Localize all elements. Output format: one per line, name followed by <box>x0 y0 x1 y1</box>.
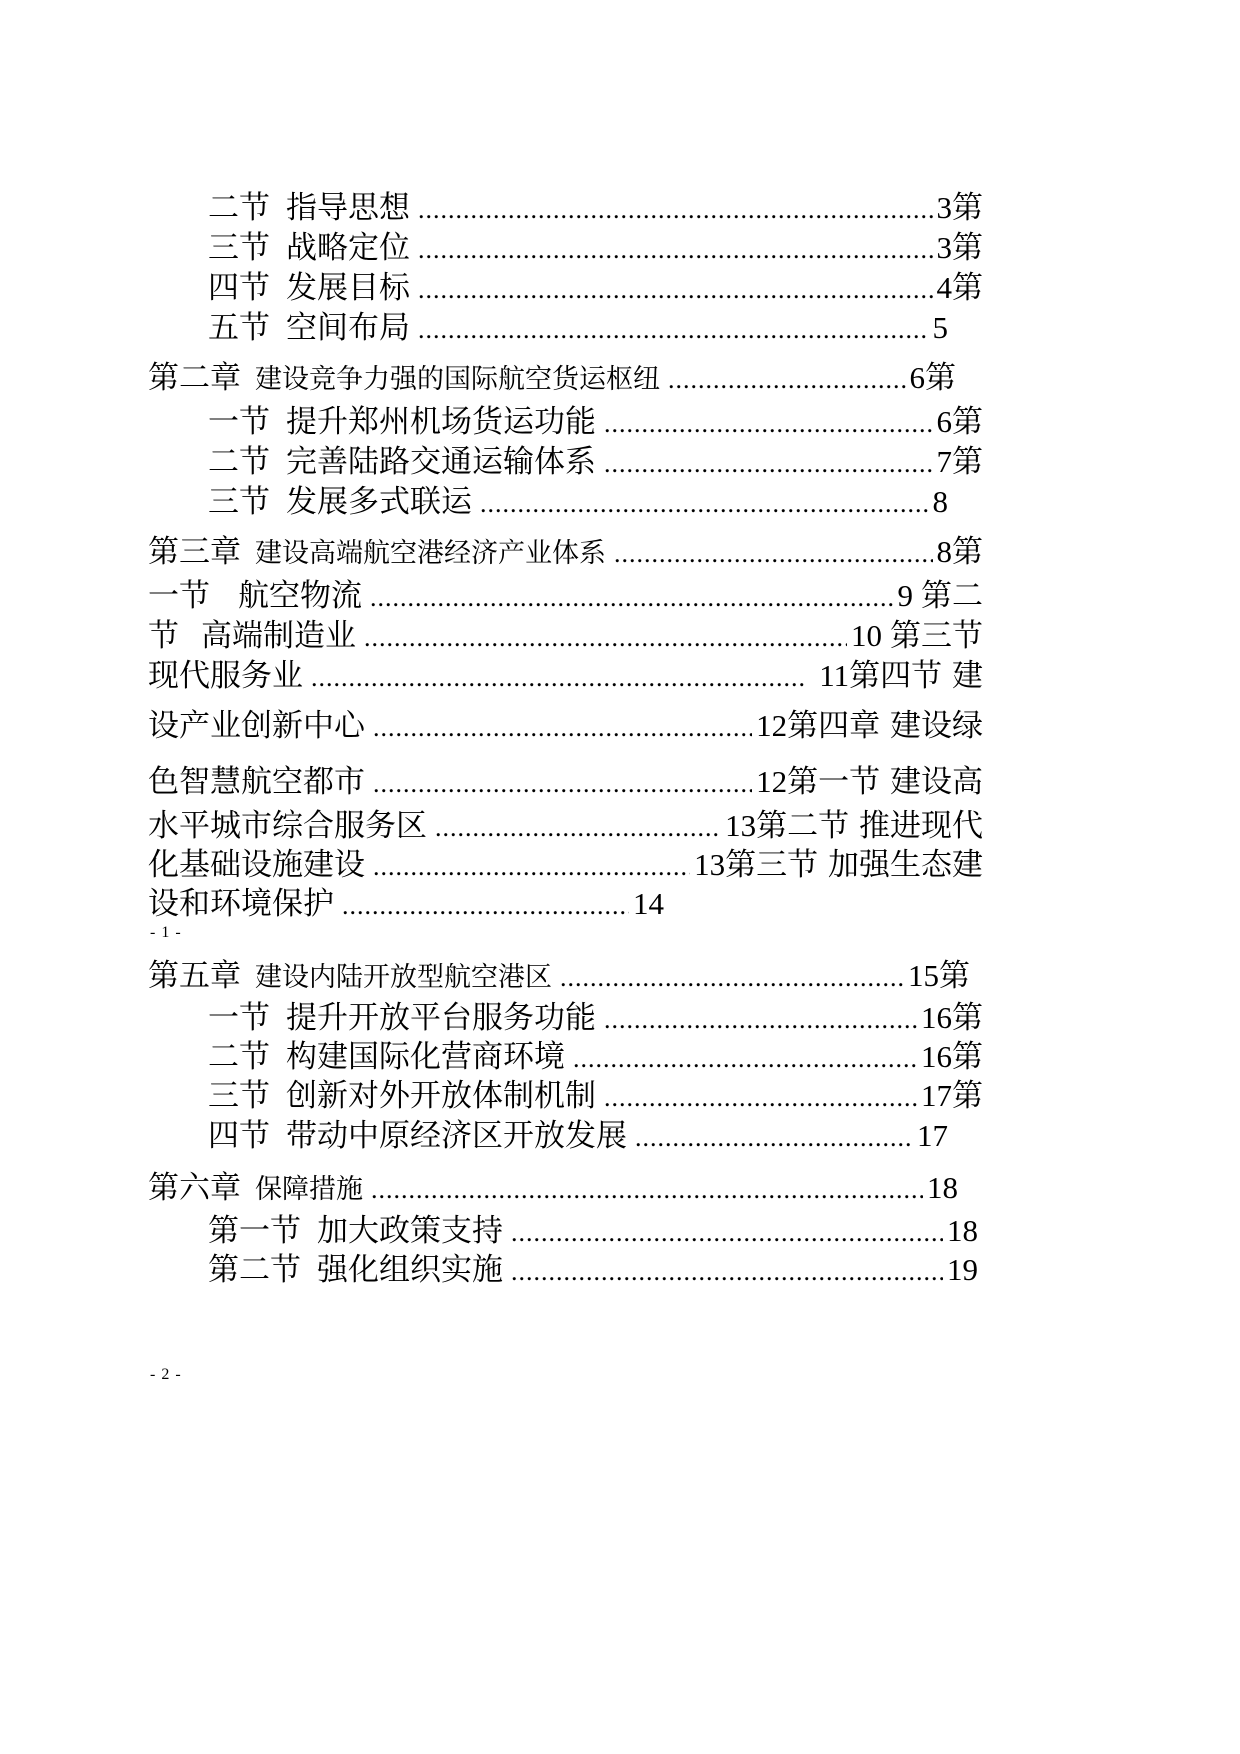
toc-line-2-7[interactable] <box>208 1209 978 1253</box>
toc-leader-dots <box>370 576 894 618</box>
toc-page-number: 3 <box>936 190 952 225</box>
toc-page-number: 5 <box>932 310 948 345</box>
toc-leader-dots <box>435 806 721 848</box>
toc-section-number: 四节 <box>208 270 270 306</box>
toc-title: 设产业创新中心 <box>148 708 365 744</box>
toc-leader-dots <box>480 482 929 524</box>
toc-continuation: 第 <box>952 404 983 440</box>
toc-section-number: 第二节 <box>208 1252 301 1288</box>
toc-section-number: 四节 <box>208 1118 270 1154</box>
toc-page-number: 19 <box>947 1252 978 1287</box>
toc-line-1-14[interactable] <box>148 760 983 804</box>
toc-title: 空间布局 <box>286 310 410 346</box>
toc-page-number: 14 <box>633 886 664 921</box>
toc-section-number: 二节 <box>208 1039 270 1075</box>
toc-page-number: 10 <box>851 618 882 653</box>
toc-title: 发展目标 <box>286 270 410 306</box>
toc-section-number: 一节 <box>208 1000 270 1036</box>
toc-page-number: 16 <box>921 1000 952 1035</box>
toc-leader-dots <box>371 1168 923 1210</box>
toc-title: 战略定位 <box>286 230 410 266</box>
toc-chapter-number: 第三章 <box>148 534 241 570</box>
toc-page-number: 18 <box>947 1213 978 1248</box>
toc-title: 发展多式联运 <box>286 484 472 520</box>
toc-page-number: 8 <box>932 484 948 519</box>
toc-continuation: 第四章 建设绿 <box>787 708 983 744</box>
toc-leader-dots <box>373 706 752 748</box>
toc-title: 提升郑州机场货运功能 <box>286 404 596 440</box>
toc-section-number: 第一节 <box>208 1213 301 1249</box>
toc-section-number: 三节 <box>208 1078 270 1114</box>
toc-title: 强化组织实施 <box>317 1252 503 1288</box>
toc-continuation: 第二节 推进现代 <box>756 808 983 844</box>
toc-leader-dots <box>364 616 847 658</box>
toc-page-number: 8 <box>936 534 952 569</box>
toc-page-number: 18 <box>927 1170 958 1205</box>
toc-page-number: 7 <box>936 444 952 479</box>
toc-line-2-2[interactable] <box>208 996 983 1040</box>
toc-title: 建设高端航空港经济产业体系 <box>255 538 606 569</box>
toc-continuation: 第一节 建设高 <box>787 764 983 800</box>
toc-leader-dots <box>418 268 933 310</box>
toc-continuation: 第 <box>952 190 983 226</box>
toc-leader-dots <box>418 308 929 350</box>
toc-line-1-17[interactable] <box>148 882 664 926</box>
toc-title: 指导思想 <box>286 190 410 226</box>
toc-line-1-13[interactable] <box>148 704 983 748</box>
toc-line-1-12[interactable] <box>148 654 983 698</box>
toc-line-1-11[interactable] <box>148 614 983 658</box>
toc-page-number: 12 <box>756 708 788 743</box>
toc-section-number: 节 <box>148 618 179 654</box>
toc-leader-dots <box>311 656 805 698</box>
toc-continuation: 第 <box>925 360 956 396</box>
toc-line-2-4[interactable] <box>208 1074 983 1118</box>
toc-leader-dots <box>373 762 752 804</box>
toc-continuation: 第 <box>952 230 983 266</box>
toc-leader-dots <box>511 1250 943 1292</box>
toc-line-1-16[interactable] <box>148 843 983 887</box>
toc-continuation: 第三节 加强生态建 <box>725 847 983 883</box>
toc-leader-dots <box>604 998 917 1040</box>
toc-page-number: 17 <box>917 1118 948 1153</box>
toc-leader-dots <box>668 358 906 400</box>
toc-line-1-7[interactable] <box>208 440 983 484</box>
toc-line-1-3[interactable] <box>208 266 983 310</box>
toc-continuation: 第四节 建 <box>849 658 983 694</box>
toc-leader-dots <box>604 442 933 484</box>
toc-page-number: 4 <box>936 270 952 305</box>
toc-title: 建设内陆开放型航空港区 <box>255 962 552 993</box>
toc-leader-dots <box>511 1211 943 1253</box>
toc-leader-dots <box>560 956 904 998</box>
toc-page-number: 13 <box>725 808 757 843</box>
toc-line-1-1[interactable] <box>208 186 983 230</box>
toc-title: 色智慧航空都市 <box>148 764 365 800</box>
toc-page-number: 16 <box>921 1039 952 1074</box>
toc-continuation: 第 <box>952 270 983 306</box>
toc-title: 化基础设施建设 <box>148 847 365 883</box>
toc-title: 保障措施 <box>255 1174 363 1205</box>
toc-page-number: 15 <box>908 958 939 993</box>
toc-title: 设和环境保护 <box>148 886 334 922</box>
toc-leader-dots <box>635 1116 913 1158</box>
toc-line-1-8[interactable] <box>208 480 948 524</box>
toc-page-number: 6 <box>936 404 952 439</box>
toc-chapter-3[interactable] <box>148 530 983 574</box>
toc-line-1-10[interactable] <box>148 574 983 618</box>
toc-chapter-number: 第六章 <box>148 1170 241 1206</box>
toc-continuation: 第 <box>952 1039 983 1075</box>
toc-line-2-8[interactable] <box>208 1248 978 1292</box>
toc-line-2-3[interactable] <box>208 1035 983 1079</box>
toc-leader-dots <box>342 884 629 926</box>
page-number: - 1 - <box>150 924 182 941</box>
toc-leader-dots <box>604 1076 917 1118</box>
toc-section-number: 三节 <box>208 484 270 520</box>
toc-chapter-6[interactable] <box>148 1166 958 1210</box>
toc-chapter-number: 第二章 <box>148 360 241 396</box>
toc-continuation: 第 <box>952 1000 983 1036</box>
toc-chapter-number: 第五章 <box>148 958 241 994</box>
toc-title: 高端制造业 <box>201 618 356 654</box>
toc-chapter-2[interactable] <box>148 356 956 400</box>
toc-section-number: 二节 <box>208 444 270 480</box>
toc-continuation: 第三节 <box>890 618 983 654</box>
toc-line-1-15[interactable] <box>148 804 983 848</box>
toc-leader-dots <box>614 532 933 574</box>
toc-line-1-2[interactable] <box>208 226 983 270</box>
toc-section-number: 一节 <box>208 404 270 440</box>
toc-section-number: 五节 <box>208 310 270 346</box>
toc-title: 带动中原经济区开放发展 <box>286 1118 627 1154</box>
toc-line-1-6[interactable] <box>208 400 983 444</box>
toc-continuation: 第 <box>952 534 983 570</box>
toc-line-2-5[interactable] <box>208 1114 948 1158</box>
toc-continuation: 第 <box>939 958 970 994</box>
toc-leader-dots <box>604 402 933 444</box>
toc-section-number: 二节 <box>208 190 270 226</box>
toc-title: 现代服务业 <box>148 658 303 694</box>
toc-page-number: 12 <box>756 764 788 799</box>
toc-continuation: 第二 <box>921 578 983 614</box>
toc-leader-dots <box>418 228 933 270</box>
toc-title: 构建国际化营商环境 <box>286 1039 565 1075</box>
toc-page-number: 3 <box>936 230 952 265</box>
toc-continuation: 第 <box>952 1078 983 1114</box>
toc-leader-dots <box>373 845 690 887</box>
toc-title: 提升开放平台服务功能 <box>286 1000 596 1036</box>
toc-title: 创新对外开放体制机制 <box>286 1078 596 1114</box>
toc-title: 航空物流 <box>238 578 362 614</box>
toc-continuation: 第 <box>952 444 983 480</box>
toc-section-number: 一节 <box>148 578 210 614</box>
page-number: - 2 - <box>150 1366 182 1383</box>
toc-title: 加大政策支持 <box>317 1213 503 1249</box>
toc-section-number: 三节 <box>208 230 270 266</box>
toc-leader-dots <box>418 188 933 230</box>
toc-leader-dots <box>573 1037 917 1079</box>
toc-page-number: 6 <box>909 360 925 395</box>
toc-line-1-4[interactable] <box>208 306 948 350</box>
toc-title: 完善陆路交通运输体系 <box>286 444 596 480</box>
toc-title: 水平城市综合服务区 <box>148 808 427 844</box>
toc-title: 建设竞争力强的国际航空货运枢纽 <box>255 364 660 395</box>
toc-page-number: 13 <box>694 847 726 882</box>
toc-chapter-5[interactable] <box>148 954 970 998</box>
toc-page-number: 11 <box>819 658 850 693</box>
toc-page-number: 17 <box>921 1078 952 1113</box>
toc-page-number: 9 <box>897 578 913 613</box>
